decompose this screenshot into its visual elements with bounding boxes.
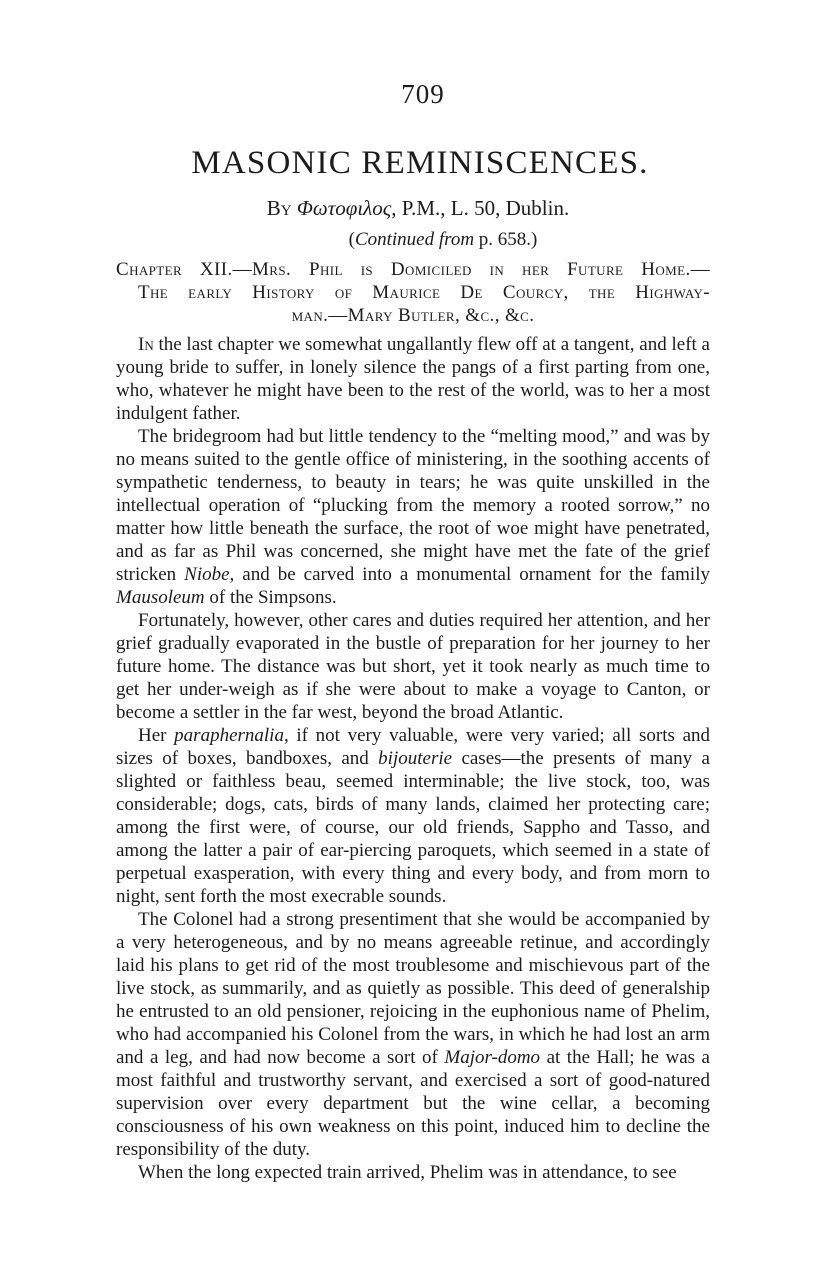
chapter-heading-line-1: Chapter XII.—Mrs. Phil is Domiciled in her Future Home.— xyxy=(116,259,710,280)
paragraph-2 xyxy=(116,425,710,609)
article-body xyxy=(116,333,710,1184)
continued-open: ( xyxy=(348,229,355,250)
paragraph-4-before: Her xyxy=(138,725,175,746)
paragraph-5 xyxy=(116,908,710,1161)
page-number: 709 xyxy=(401,79,445,109)
paragraph-3: Fortunately, however, other cares and duties required her attention, and her grief gradually evaporated in the bustle of preparation for her journey to her future home. The distance was but short, yet it took nearly as much time to get her under-weigh as if she were about to make a voyage to Canton, or become a settler in the far west, beyond the broad Atlantic. xyxy=(116,610,710,723)
author-pseudonym: Φωτοφιλος xyxy=(296,196,392,220)
book-page xyxy=(116,78,710,1184)
paragraph-4-italic-2: bijouterie xyxy=(378,748,453,769)
byline-suffix: , P.M., L. 50, Dublin. xyxy=(391,196,570,220)
continued-italic: Continued from xyxy=(354,229,475,250)
paragraph-2-middle: , and be carved into a monumental ornament for the family xyxy=(229,564,710,585)
paragraph-4-middle: , if not very valuable, were very varied; all sorts and sizes of boxes, bandboxes, and xyxy=(116,725,711,769)
paragraph-2-before: The bridegroom had but little tendency to the “melting mood,” and was by no means suited to the gentle office of ministering, in the soothing accents of sympathetic tenderness, to beauty in tears; he was quite unskilled in the intellectual operation of “plucking from the memory a rooted sorrow,” no matter how little beneath the surface, the root of woe might have penetrated, and as far as Phil was concerned, she might have met the fate of the grief stricken xyxy=(116,426,710,585)
continued-rest: p. 658.) xyxy=(474,229,538,250)
paragraph-2-italic-1: Niobe xyxy=(184,564,230,585)
paragraph-1-text: the last chapter we somewhat ungallantly flew off at a tangent, and left a young bride to suffer, in lonely silence the pangs of a first parting from one, who, whatever he might have been to the rest of the world, was to her a most indulgent father. xyxy=(116,334,710,424)
paragraph-2-after: of the Simpsons. xyxy=(204,587,337,608)
paragraph-1 xyxy=(116,333,710,425)
article-title: MASONIC REMINISCENCES. xyxy=(191,145,649,181)
paragraph-4-after: cases—the presents of many a slighted or faithless beau, seemed interminable; the live stock, too, was considerable; dogs, cats, birds of many lands, claimed her protecting care; among the first were, of course, our old friends, Sappho and Tasso, and among the latter a pair of ear-piercing paroquets, which seemed in a state of perpetual exasperation, with every thing and every body, and from morn to night, sent forth the most execrable sounds. xyxy=(116,748,710,907)
paragraph-5-after: at the Hall; he was a most faithful and trustworthy servant, and exercised a sort of good-natured supervision over every department but the wine cellar, a becoming consciousness of his own weakness on this point, induced him to decline the responsibility of the duty. xyxy=(116,1047,710,1160)
paragraph-4-italic-1: paraphernalia xyxy=(174,725,284,746)
chapter-heading-line-2: The early History of Maurice De Courcy, the Highway- xyxy=(138,282,710,303)
byline xyxy=(126,195,710,221)
paragraph-6: When the long expected train arrived, Phelim was in attendance, to see xyxy=(138,1162,677,1183)
paragraph-5-italic-1: Major-domo xyxy=(444,1047,541,1068)
paragraph-1-initial: In xyxy=(138,334,154,355)
chapter-heading-line-3: man.—Mary Butler, &c., &c. xyxy=(291,305,535,326)
paragraph-5-before: The Colonel had a strong presentiment that she would be accompanied by a very heterogeneous, and by no means agreeable retinue, and accordingly laid his plans to get rid of the most troublesome and mischievous part of the live stock, as summarily, and as quietly as possible. This deed of generalship he entrusted to an old pensioner, rejoicing in the euphonious name of Phelim, who had accompanied his Colonel from the wars, in which he had lost an arm and a leg, and had now become a sort of xyxy=(116,909,710,1068)
byline-prefix: By xyxy=(266,196,292,220)
chapter-heading xyxy=(116,258,710,327)
continued-note xyxy=(176,227,710,253)
paragraph-2-italic-2: Mausoleum xyxy=(116,587,205,608)
paragraph-4 xyxy=(116,724,710,908)
